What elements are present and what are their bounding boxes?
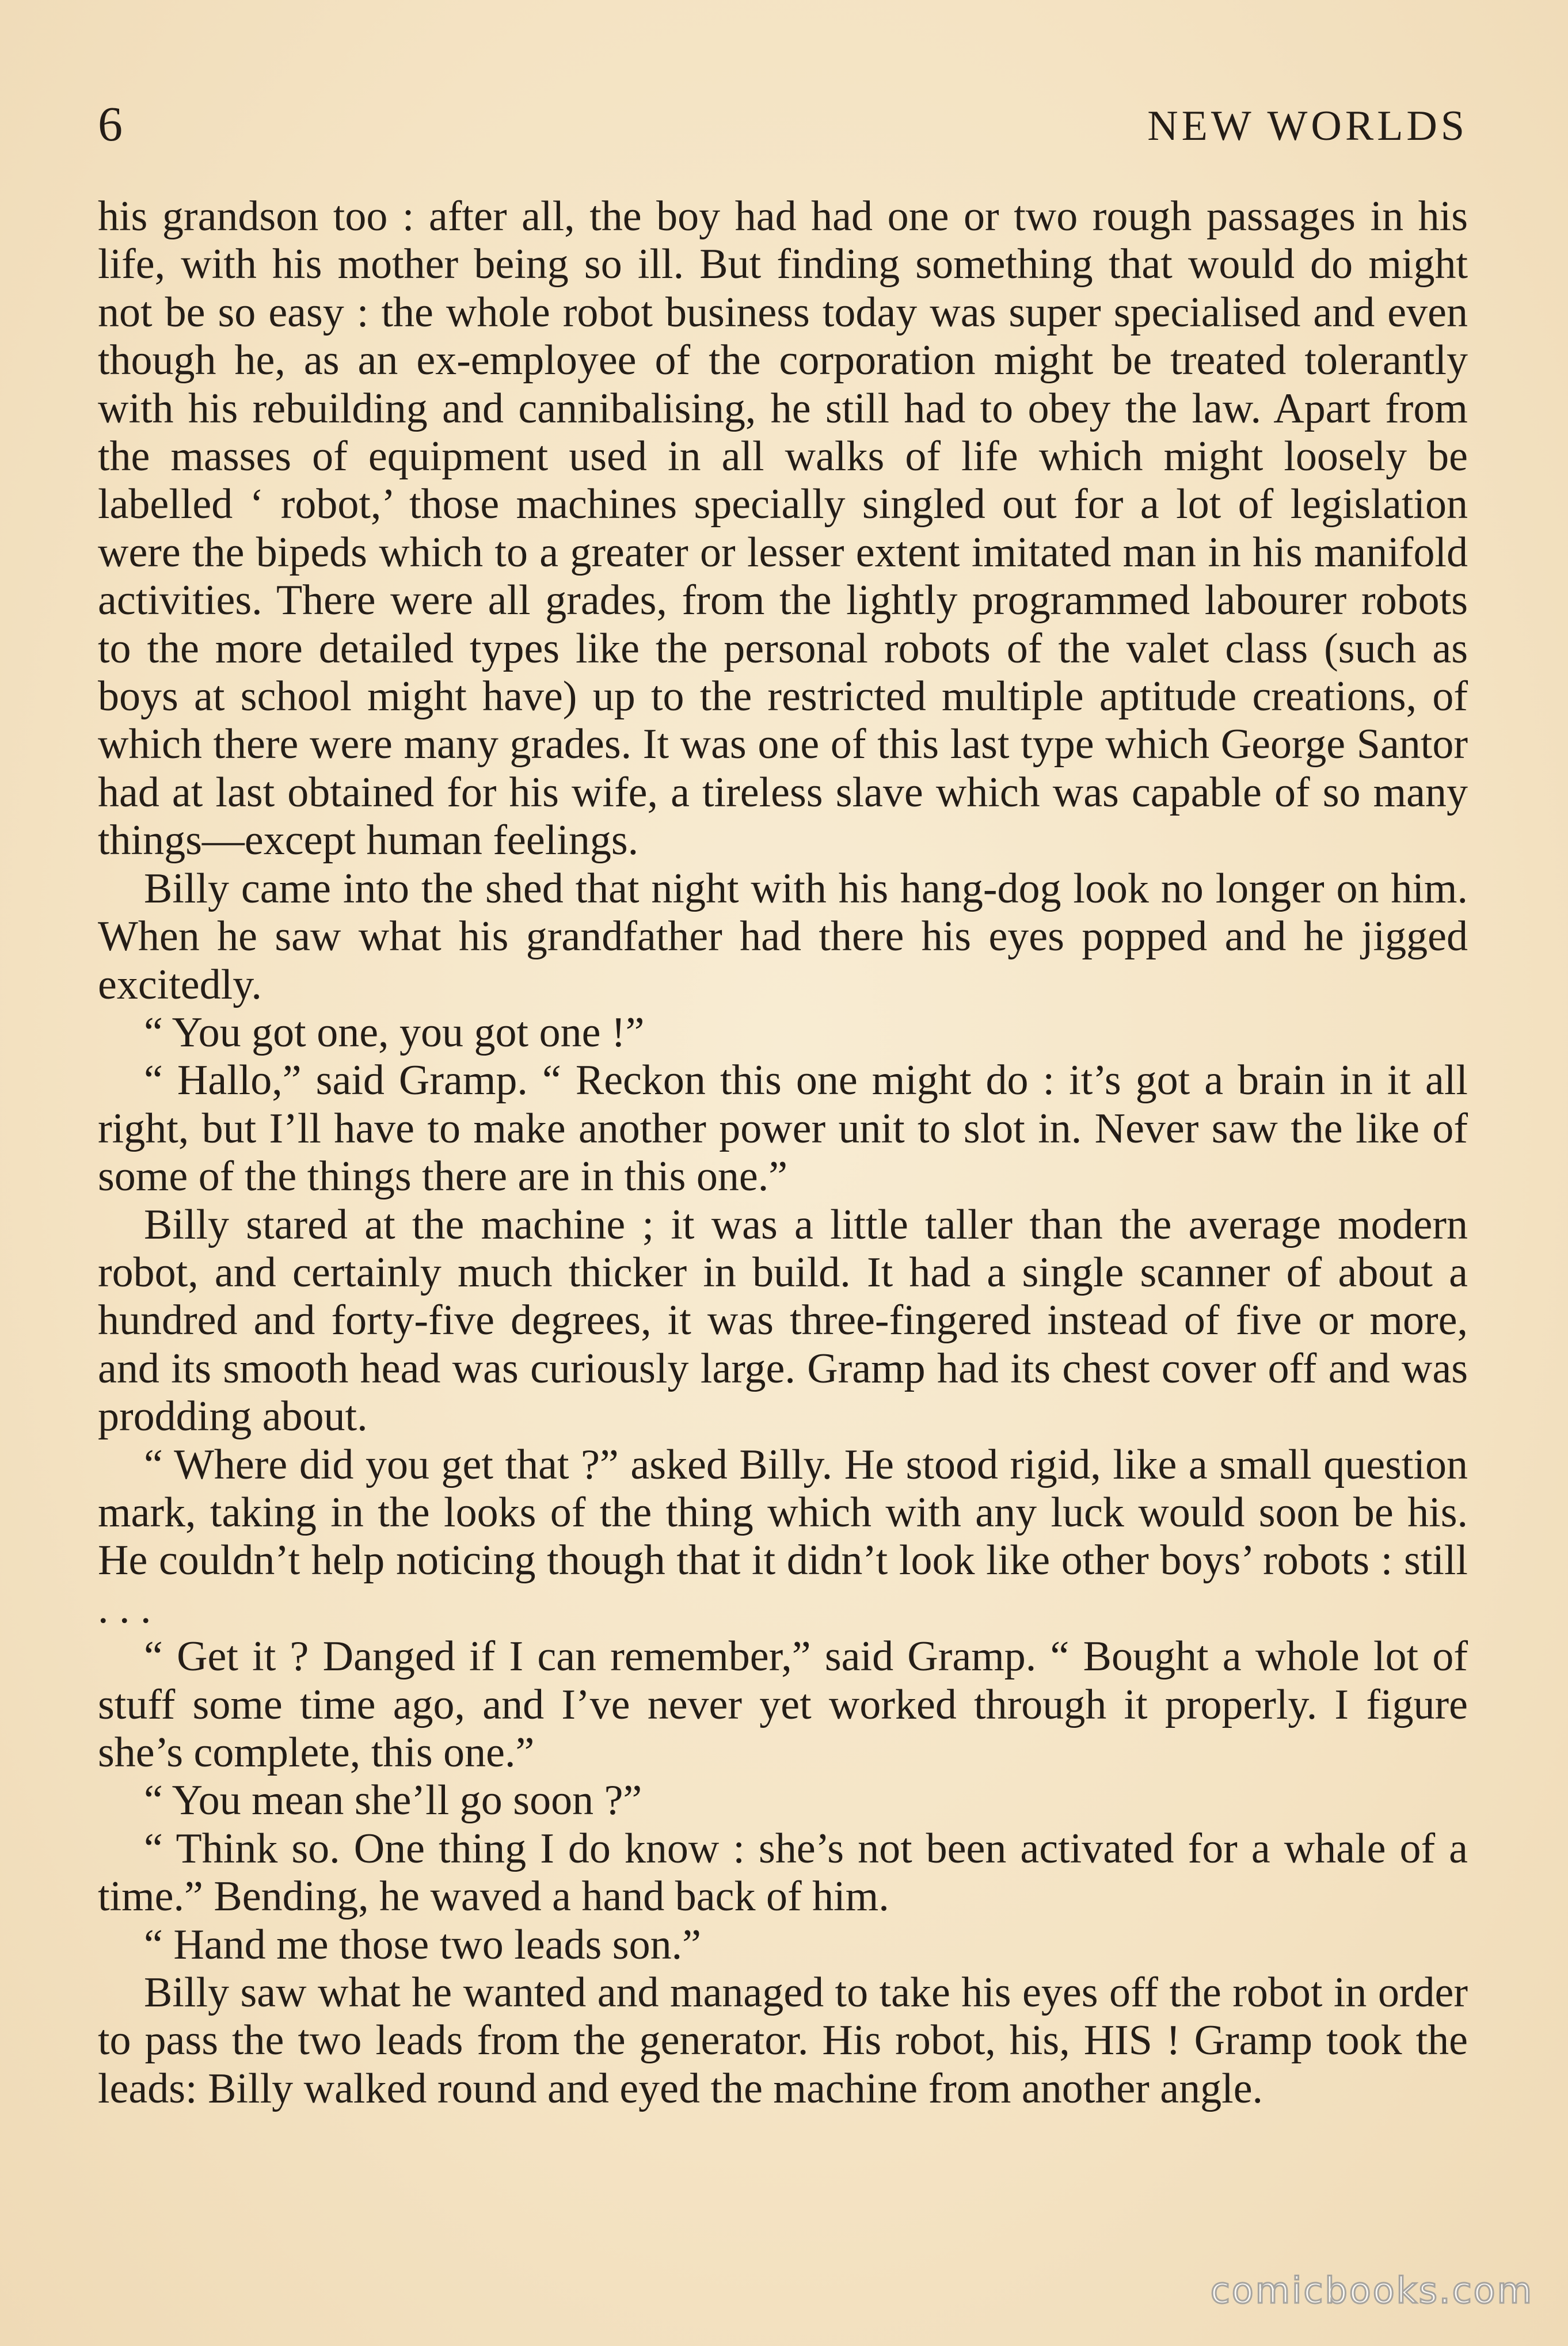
book-page bbox=[98, 95, 1468, 2259]
paragraph: “ You got one, you got one !” bbox=[144, 1008, 645, 1056]
paragraph: “ Hand me those two leads son.” bbox=[144, 1921, 701, 1968]
paragraph: Billy saw what he wanted and managed to take his eyes off the robot in order to pass the two leads from the generator. His robot, his, HIS ! Gramp took the leads: Billy walked round and eyed the machine from another angle. bbox=[98, 1969, 1468, 2112]
paragraph: “ You mean she’ll go soon ?” bbox=[144, 1777, 642, 1825]
paragraph: Billy stared at the machine ; it was a little taller than the average modern robot, and certainly much thicker in build. It had a single scanner of about a hundred and forty-five degrees, it was three-fingered instead of five or more, and its smooth head was curiously large. Gramp had its chest cover off and was prodding about. bbox=[98, 1201, 1468, 1441]
watermark: comicbooks.com bbox=[1210, 2269, 1533, 2311]
running-head: NEW WORLDS bbox=[1147, 102, 1468, 150]
paragraph: “ Think so. One thing I do know : she’s not been activated for a whale of a time.” Bending, he waved a hand back of him. bbox=[98, 1825, 1468, 1921]
paragraph: Billy came into the shed that night with his hang-dog look no longer on him. When he saw what his grandfather had there his eyes popped and he jigged excitedly. bbox=[98, 864, 1468, 1008]
paragraph: “ Get it ? Danged if I can remember,” said Gramp. “ Bought a whole lot of stuff some time ago, and I’ve never yet worked through it properly. I figure she’s complete, this one.” bbox=[98, 1633, 1468, 1776]
page-header bbox=[98, 95, 1468, 158]
paragraph: “ Where did you get that ?” asked Billy. He stood rigid, like a small question mark, taking in the looks of the thing which with any luck would soon be his. He couldn’t help noticing though that it didn’t look like other boys’ robots : still . . . bbox=[98, 1441, 1468, 1632]
page-number: 6 bbox=[98, 96, 123, 151]
paragraph: his grandson too : after all, the boy had had one or two rough passages in his life, with his mother being so ill. But finding something that would do might not be so easy : the whole robot business today was super specialised and even though he, as an ex-employee of the corporation might be treated tolerantly with his rebuilding and cannibalising, he still had to obey the law. Apart from the masses of equipment used in all walks of life which might loosely be labelled ‘ robot,’ those machines specially singled out for a lot of legislation were the bipeds which to a greater or lesser extent imitated man in his manifold activities. There were all grades, from the lightly programmed labourer robots to the more detailed types like the personal robots of the valet class (such as boys at school might have) up to the restricted multiple aptitude creations, of which there were many grades. It was one of this last type which George Santor had at last obtained for his wife, a tireless slave which was capable of so many things—except human feelings. bbox=[98, 193, 1468, 864]
paragraph: “ Hallo,” said Gramp. “ Reckon this one might do : it’s got a brain in it all right, but I’ll have to make another power unit to slot in. Never saw the like of some of the things there are in this one.” bbox=[98, 1057, 1468, 1201]
body-text bbox=[98, 193, 1468, 2113]
